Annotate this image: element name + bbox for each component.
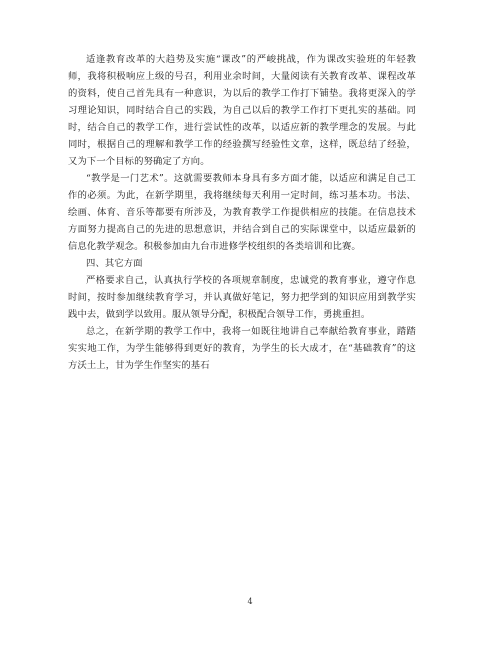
paragraph-self-discipline: 严格要求自己，认真执行学校的各项规章制度，忠诚党的教育事业，遵守作息时间，按时参加继续教育学习，并认真做好笔记，努力把学到的知识应用到教学实践中去，做到学以致用。服从领导分配，积极配合领导工作，勇挑重担。 [68, 275, 416, 320]
paragraph-conclusion: 总之，在新学期的教学工作中，我将一如既往地讲自己奉献给教育事业，踏踏实实地工作，为学生能够得到更好的教育，为学生的长大成才，在“基础教育”的这方沃土上，甘为学生作坚实的基石 [68, 326, 416, 371]
paragraph-teaching-art: “教学是一门艺术”。这就需要教师本身具有多方面才能，以适应和满足自己工作的必须。为此，在新学期里，我将继续每天利用一定时间，练习基本功。书法、绘画、体育、音乐等都要有所涉及，为教育教学工作提供相应的技能。在信息技术方面努力提高自己的先进的思想意识，并结合到自己的实际课堂中，以适应最新的信息化教学观念。积极参加由九台市进修学校组织的各类培训和比赛。 [68, 173, 416, 252]
section-heading-other: 四、其它方面 [86, 258, 143, 269]
paragraph-education-reform: 适逢教育改革的大趋势及实施“课改”的严峻挑战，作为课改实验班的年轻教师，我将积极响应上级的号召，利用业余时间，大量阅读有关教育改革、课程改革的资料，使自己首先具有一种意识，为以后的教学工作打下铺垫。我将更深入的学习理论知识，同时结合自己的实践，为自己以后的教学工作打下更扎实的基础。同时，结合自己的教学工作，进行尝试性的改革，以适应新的教学理念的发展。与此同时，根据自己的理解和教学工作的经验撰写经验性文章，这样，既总结了经验，又为下一个目标的努确定了方向。 [68, 54, 416, 167]
document-body [68, 51, 416, 374]
page-number: 4 [247, 597, 253, 606]
